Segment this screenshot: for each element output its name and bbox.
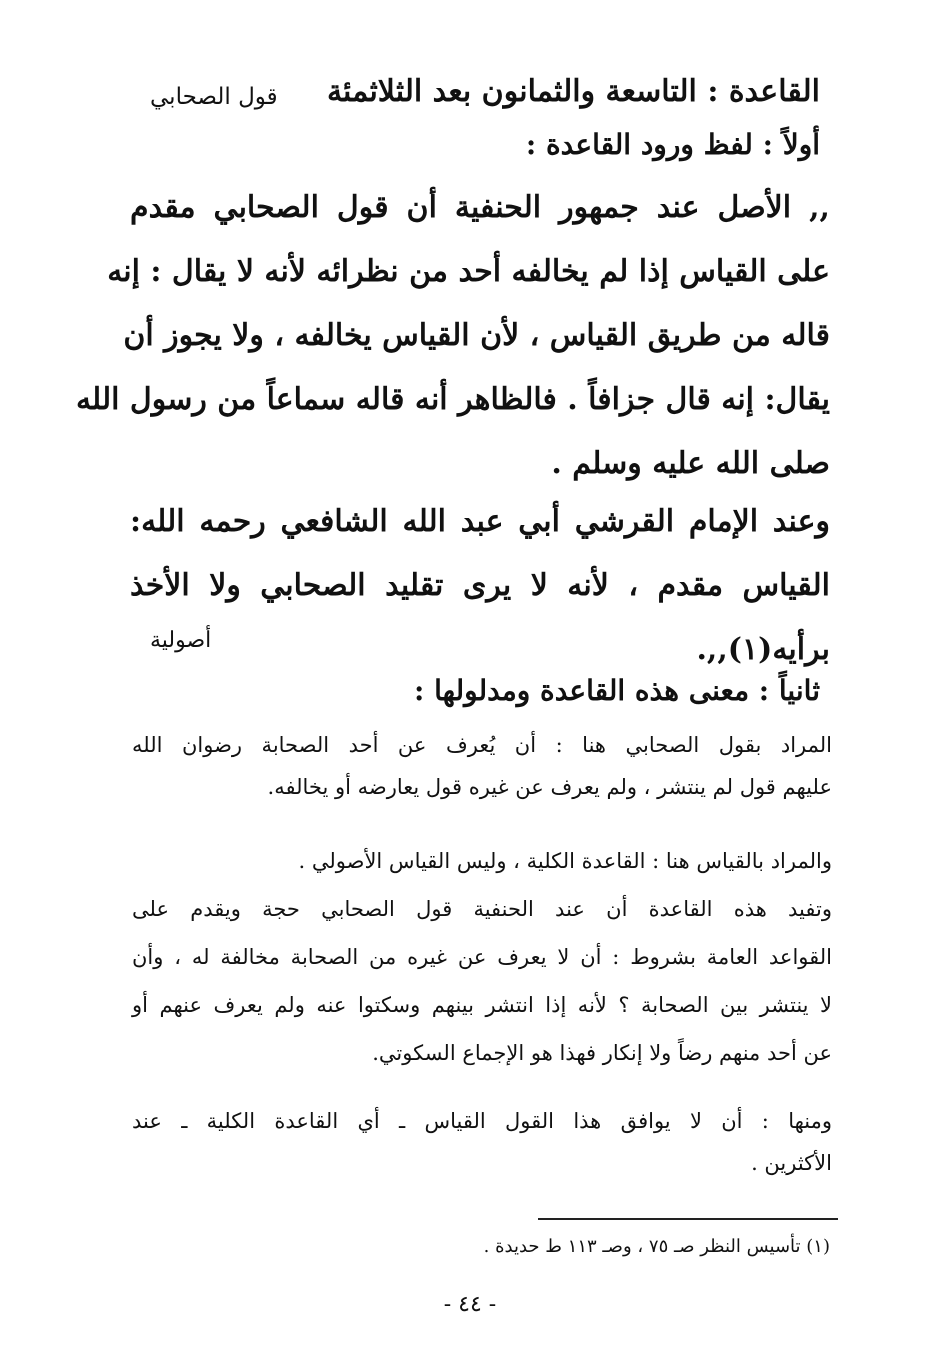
quote-line: صلى الله عليه وسلم . (551, 446, 830, 481)
page-number: - ٤٤ - (443, 1292, 497, 1317)
rule-title: القاعدة : التاسعة والثمانون بعد الثلاثمئة (326, 74, 820, 109)
footnote: (١) تأسيس النظر صـ ٧٥ ، وصـ ١١٣ ط حديدة . (483, 1236, 830, 1257)
footnote-divider (538, 1218, 838, 1220)
paragraph-line: والمراد بالقياس هنا : القاعدة الكلية ، وليس القياس الأصولي . (298, 849, 832, 873)
section-heading-meaning: ثانياً : معنى هذه القاعدة ومدلولها : (414, 674, 820, 707)
quote-line: برأيه(١),,. (696, 632, 830, 667)
paragraph-line: وتفيد هذه القاعدة أن عند الحنفية قول الصحابي حجة ويقدم على (132, 897, 832, 921)
quote-line: القياس مقدم ، لأنه لا يرى تقليد الصحابي ولا الأخذ (130, 568, 830, 603)
section-heading-wording: أولاً : لفظ ورود القاعدة : (525, 128, 820, 161)
paragraph-conditions (132, 886, 832, 1078)
paragraph-line: القواعد العامة بشروط : أن لا يعرف عن غيره من الصحابة مخالفة له ، وأن (132, 945, 832, 969)
quote-line: يقال: إنه قال جزافاً . فالظاهر أنه قاله سماعاً من رسول الله (75, 382, 830, 417)
quote-line: وعند الإمام القرشي أبي عبد الله الشافعي رحمه الله: (130, 504, 830, 539)
paragraph-line: ومنها : أن لا يوافق هذا القول القياس ـ أي القاعدة الكلية ـ عند (132, 1109, 832, 1133)
quote-line: على القياس إذا لم يخالفه أحد من نظرائه لأنه لا يقال : إنه (107, 254, 830, 289)
paragraph-companion-meaning (132, 724, 832, 808)
classification-label: أصولية (150, 628, 212, 653)
topic-label: قول الصحابي (150, 84, 278, 110)
quote-hanafi (75, 176, 830, 496)
paragraph-line: عن أحد منهم رضاً ولا إنكار فهذا هو الإجماع السكوتي. (372, 1041, 832, 1065)
paragraph-majority (132, 1100, 832, 1184)
paragraph-line: الأكثرين . (751, 1151, 832, 1175)
paragraph-line: المراد بقول الصحابي هنا : أن يُعرف عن أحد الصحابة رضوان الله (132, 733, 832, 757)
quote-line: ,, الأصل عند جمهور الحنفية أن قول الصحابي مقدم (130, 190, 830, 225)
paragraph-line: لا ينتشر بين الصحابة ؟ لأنه إذا انتشر بينهم وسكتوا عنه ولم يعرف عنهم أو (132, 993, 832, 1017)
quote-line: قاله من طريق القياس ، لأن القياس يخالفه ، ولا يجوز أن (123, 318, 830, 353)
paragraph-line: عليهم قول لم ينتشر ، ولم يعرف عن غيره قول يعارضه أو يخالفه. (267, 775, 832, 799)
paragraph-qiyas-meaning (132, 840, 832, 882)
quote-shafii (130, 490, 830, 682)
